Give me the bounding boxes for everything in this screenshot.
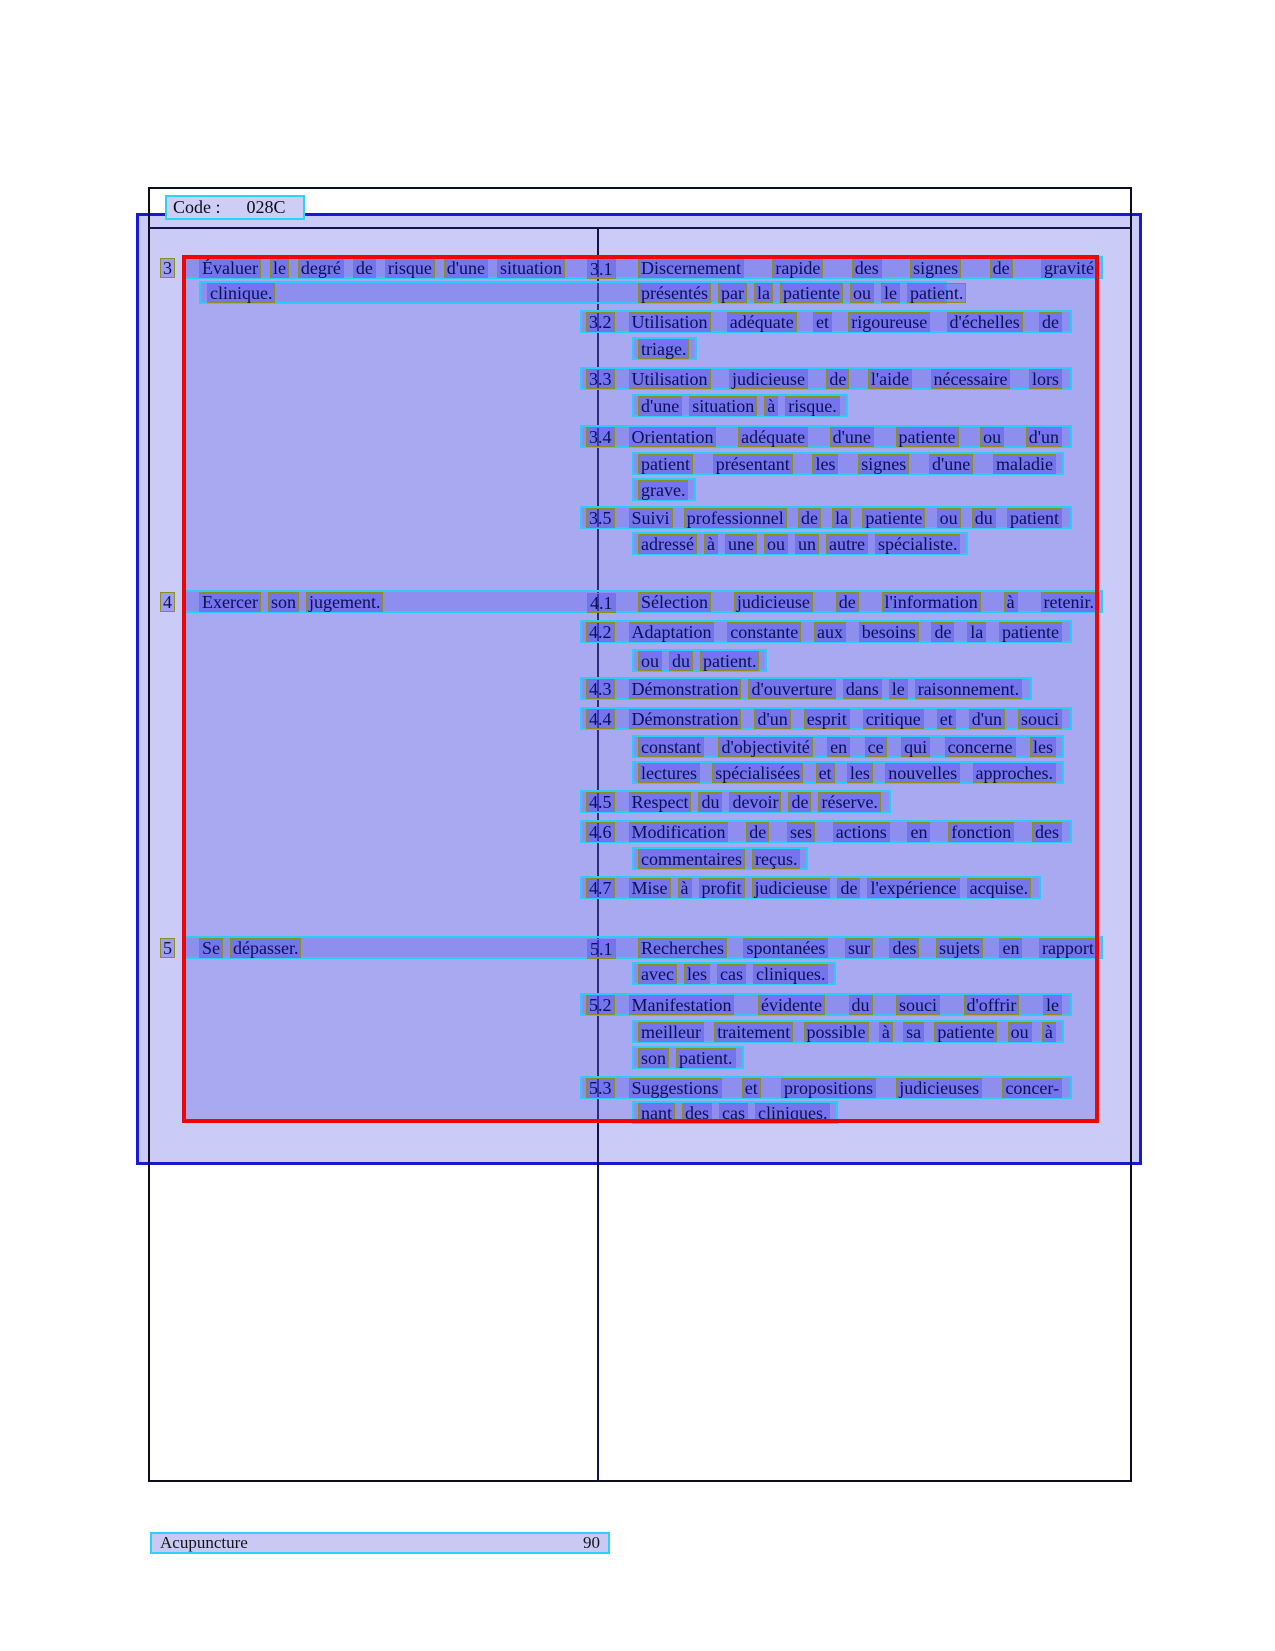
word-box: d'un [969,709,1005,729]
text-line [632,735,1064,758]
item-number: 3.3 [586,369,615,389]
word-box: adéquate [727,312,797,332]
word-box: Orientation [629,427,717,447]
word-box: Manifestation [629,995,735,1015]
word-box: ou [980,427,1004,447]
word-box: le [270,258,289,278]
word-box: traitement [714,1022,793,1042]
line-zone [629,792,881,812]
word-box: les [812,454,838,474]
word-box: des [1032,822,1062,842]
word-box: le [881,283,900,303]
word-box: de [826,369,849,389]
word-box: patient [638,454,693,474]
text-line [632,1046,744,1069]
line-zone [638,283,966,302]
text-line [183,590,1103,613]
item-number: 4.2 [586,622,615,642]
word-box: des [889,938,919,958]
text-line [632,962,836,985]
word-box: la [832,508,851,528]
word-box: nant [638,1103,675,1123]
word-box: Modification [629,822,729,842]
word-box: des [852,258,882,278]
line-zone [638,651,759,671]
word-box: l'aide [868,369,912,389]
word-box: une [725,534,757,554]
word-box: fonction [948,822,1014,842]
row-number: 3 [160,258,175,278]
word-box: patiente [934,1022,997,1042]
word-box: Sélection [638,592,711,612]
word-box: signes [910,258,961,278]
word-box: présentés [638,283,711,303]
word-box: d'un [1026,427,1062,447]
word-box: raisonnement. [915,679,1022,699]
text-line [632,478,696,501]
line-zone [638,964,828,984]
word-box: situation [689,396,757,416]
text-line [580,707,1072,730]
word-box: possible [804,1022,869,1042]
line-zone [638,258,1097,277]
word-box: risque. [785,396,840,416]
line-zone [629,995,1063,1015]
word-box: patiente [862,508,925,528]
line-zone [199,938,565,957]
text-line [632,649,767,672]
word-box: du [972,508,996,528]
word-box: par [718,283,747,303]
word-box: ses [787,822,815,842]
line-zone [638,396,840,416]
word-box: nécessaire [931,369,1011,389]
footer-page-number: 90 [583,1533,600,1552]
text-line [632,337,697,360]
line-zone [629,312,1063,332]
word-box: en [827,737,850,757]
item-number: 5.2 [586,995,615,1015]
word-box: ou [764,534,788,554]
word-box: retenir. [1041,592,1097,612]
word-box: degré [298,258,344,278]
line-zone [638,480,688,500]
word-box: à [879,1022,893,1042]
word-box: son [268,592,299,612]
word-box: rigoureuse [848,312,930,332]
word-box: à [1004,592,1018,612]
word-box: Discernement [638,258,744,278]
word-box: reçus. [752,849,800,869]
line-zone [638,938,1097,957]
word-box: Démonstration [629,709,742,729]
line-zone [638,763,1056,783]
word-box: d'une [830,427,874,447]
line-zone [638,454,1056,474]
word-box: patient [1007,508,1062,528]
word-box: de [1039,312,1062,332]
word-box: présentant [713,454,793,474]
word-box: nouvelles [885,763,960,783]
line-zone [629,1078,1063,1098]
text-line [580,506,1072,529]
word-box: souci [896,995,940,1015]
word-box: qui [901,737,930,757]
text-line [632,1101,838,1124]
word-box: du [698,792,722,812]
word-box: d'un [754,709,790,729]
row-number: 5 [160,938,175,958]
footer-doc-title: Acupuncture [160,1533,248,1552]
text-line [580,876,1041,899]
word-box: sur [845,938,873,958]
line-zone [199,258,565,277]
line-zone [638,339,689,359]
word-box: d'une [444,258,488,278]
word-box: Se [199,938,223,958]
word-box: les [684,964,710,984]
word-box: de [931,622,954,642]
word-box: cliniques. [755,1103,831,1123]
word-box: de [788,792,811,812]
word-box: approches. [973,763,1056,783]
word-box: dans [843,679,882,699]
word-box: adressé [638,534,697,554]
item-number: 4.5 [586,792,615,812]
word-box: du [849,995,873,1015]
word-box: Évaluer [199,258,261,278]
word-box: à [1042,1022,1056,1042]
item-number: 4.1 [587,593,616,613]
word-box: concerne [945,737,1016,757]
word-box: esprit [804,709,850,729]
item-number: 4.7 [586,878,615,898]
text-line [580,993,1072,1016]
word-box: la [754,283,773,303]
word-box: patiente [999,622,1062,642]
word-box: ce [865,737,887,757]
word-box: rapide [772,258,823,278]
word-box: patiente [780,283,843,303]
word-box: l'information [882,592,981,612]
word-box: de [990,258,1013,278]
text-line [183,936,1103,959]
line-zone [207,283,275,302]
word-box: professionnel [684,508,787,528]
text-line [199,281,964,304]
word-box: de [836,592,859,612]
word-box: d'une [929,454,973,474]
word-box: acquise. [967,878,1031,898]
word-box: jugement. [306,592,383,612]
word-box: actions [833,822,890,842]
word-box: le [889,679,908,699]
word-box: le [1043,995,1062,1015]
word-box: Adaptation [629,622,715,642]
word-box: en [907,822,930,842]
line-zone [629,822,1063,842]
text-line [632,847,808,870]
text-line [580,620,1072,643]
item-number: 5.1 [587,939,616,959]
word-box: propositions [781,1078,876,1098]
word-box: de [798,508,821,528]
word-box: et [742,1078,761,1098]
word-box: d'offrir [964,995,1020,1015]
word-box: d'ouverture [748,679,835,699]
word-box: maladie [993,454,1056,474]
word-box: critique [863,709,924,729]
line-zone [629,679,1023,699]
line-zone [199,592,565,611]
word-box: à [678,878,692,898]
text-line [632,394,848,417]
line-zone [638,592,1097,611]
line-zone [629,508,1063,528]
word-box: patient. [700,651,759,671]
text-line [632,1020,1064,1043]
text-line [632,761,1064,784]
line-zone [638,849,800,869]
word-box: l'expérience [867,878,959,898]
word-box: évidente [758,995,825,1015]
word-box: lors [1029,369,1062,389]
word-box: en [999,938,1022,958]
text-line [183,256,1103,279]
word-box: ou [850,283,874,303]
word-box: patiente [896,427,959,447]
word-box: patient. [676,1048,735,1068]
word-box: devoir [729,792,781,812]
word-box: d'une [638,396,682,416]
text-line [580,1076,1072,1099]
word-box: sujets [936,938,983,958]
word-box: son [638,1048,669,1068]
word-box: ou [1008,1022,1032,1042]
word-box: les [1030,737,1056,757]
word-box: Mise [629,878,671,898]
word-box: grave. [638,480,688,500]
code-value: 028C [246,197,286,217]
word-box: Utilisation [629,312,711,332]
word-box: judicieuse [734,592,813,612]
line-zone [629,622,1063,642]
line-zone [638,1022,1056,1042]
word-box: judicieuses [896,1078,982,1098]
word-box: spécialisées [712,763,803,783]
item-number: 5.3 [586,1078,615,1098]
word-box: clinique. [207,283,275,303]
word-box: la [967,622,986,642]
code-box [165,195,305,220]
word-box: commentaires [638,849,745,869]
word-box: Exercer [199,592,261,612]
word-box: cas [719,1103,748,1123]
word-box: Suggestions [629,1078,722,1098]
word-box: spécialiste. [875,534,960,554]
item-number: 3.5 [586,508,615,528]
line-zone [638,1048,736,1068]
word-box: à [704,534,718,554]
word-box: réserve. [818,792,880,812]
text-line [580,677,1032,700]
word-box: Respect [629,792,692,812]
word-box: de [746,822,769,842]
word-box: adéquate [738,427,808,447]
word-box: signes [858,454,909,474]
word-box: aux [814,622,846,642]
word-box: profit [699,878,745,898]
word-box: risque [385,258,435,278]
code-label: Code : [173,197,221,217]
word-box: judicieuse [752,878,831,898]
text-line [632,532,968,555]
word-box: cas [717,964,746,984]
word-box: du [669,651,693,671]
item-number: 3.2 [586,312,615,332]
line-zone [629,878,1032,898]
item-number: 3.4 [586,427,615,447]
word-box: autre [826,534,868,554]
line-zone [629,369,1063,389]
text-line [632,452,1064,475]
word-box: souci [1018,709,1062,729]
word-box: judicieuse [729,369,808,389]
line-zone [638,1103,830,1123]
word-box: Démonstration [629,679,742,699]
line-zone [638,737,1056,757]
word-box: Utilisation [629,369,711,389]
word-box: et [937,709,956,729]
word-box: ou [638,651,662,671]
word-box: et [813,312,832,332]
item-number: 4.6 [586,822,615,842]
word-box: les [847,763,873,783]
word-box: situation [497,258,565,278]
word-box: d'échelles [947,312,1023,332]
item-number: 4.4 [586,709,615,729]
word-box: Recherches [638,938,727,958]
line-zone [629,427,1063,447]
word-box: de [837,878,860,898]
item-number: 4.3 [586,679,615,699]
word-box: triage. [638,339,689,359]
word-box: lectures [638,763,700,783]
word-box: concer- [1002,1078,1062,1098]
word-box: meilleur [638,1022,704,1042]
line-zone [629,709,1063,729]
word-box: ou [937,508,961,528]
word-box: patient. [907,283,966,303]
word-box: Suivi [629,508,673,528]
text-line [580,367,1072,390]
word-box: un [795,534,819,554]
word-box: de [353,258,376,278]
text-line [580,790,891,813]
word-box: spontanées [743,938,828,958]
item-number: 3.1 [587,259,616,279]
word-box: sa [903,1022,924,1042]
word-box: avec [638,964,677,984]
word-box: des [682,1103,712,1123]
row-number: 4 [160,592,175,612]
word-box: dépasser. [230,938,301,958]
text-line [580,820,1072,843]
line-zone [638,534,960,554]
word-box: rapport [1039,938,1097,958]
text-line [580,310,1072,333]
word-box: d'objectivité [718,737,812,757]
word-box: constante [727,622,801,642]
word-box: cliniques. [753,964,829,984]
word-box: et [816,763,835,783]
word-box: gravité [1041,258,1097,278]
word-box: à [764,396,778,416]
word-box: besoins [859,622,919,642]
text-line [580,425,1072,448]
word-box: constant [638,737,704,757]
